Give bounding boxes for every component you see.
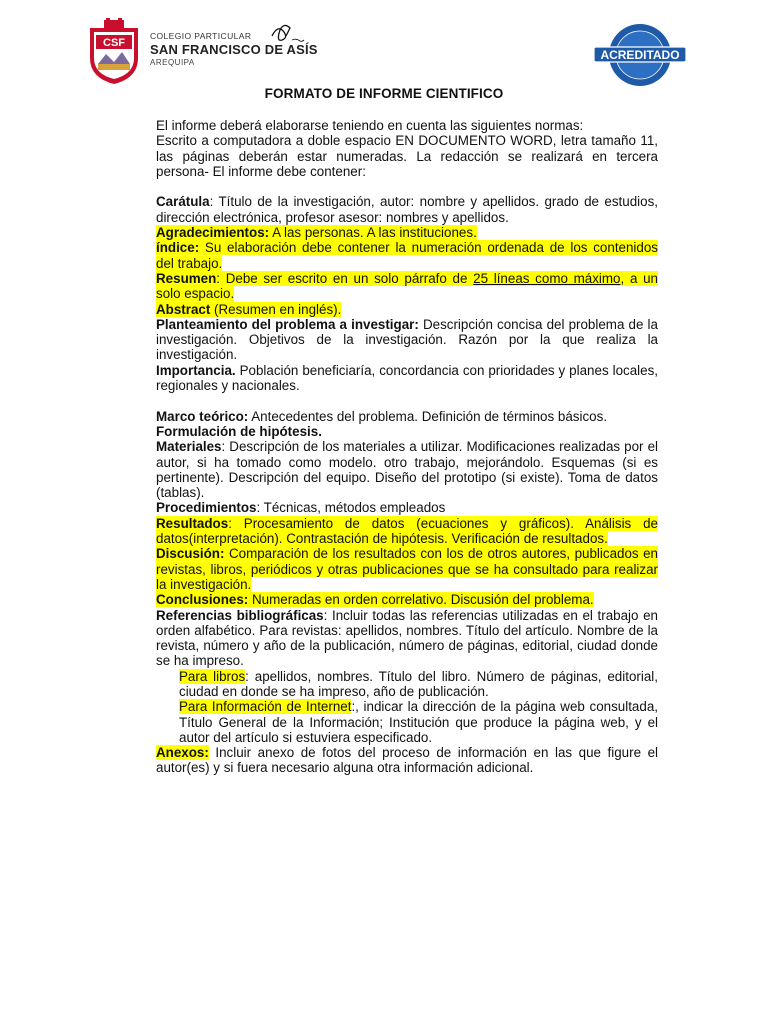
item-planteamiento-text: Descripción concisa del problema de la investigación. Objetivos de la investigación. Razón por la que realiza la investigación. bbox=[156, 316, 658, 363]
item-internet-label: Para Información de Internet bbox=[179, 699, 352, 715]
item-materiales-text: : Descripción de los materiales a utilizar. Modificaciones realizadas por el autor, si ha tomado como modelo. otro trabajo, mejorándolo. Esquemas (si es pertinente). Descripción del equipo. Diseño del prototipo (si existe). Toma de datos (tablas). bbox=[156, 439, 658, 501]
item-resultados bbox=[156, 516, 658, 547]
item-referencias-text: : Incluir todas las referencias utilizadas en el trabajo en orden alfabético. Para revistas: apellidos, nombres. Título del artículo. Nombre de la revista, número y año de la publicación, número de páginas, editorial, ciudad donde se ha impreso. bbox=[156, 607, 658, 669]
item-materiales bbox=[156, 439, 658, 500]
signature-mark bbox=[268, 22, 306, 46]
document-body bbox=[156, 118, 658, 776]
item-internet bbox=[156, 699, 658, 745]
item-resultados-label: Resultados bbox=[156, 515, 229, 531]
item-materiales-label: Materiales bbox=[156, 439, 222, 455]
item-caratula bbox=[156, 194, 658, 225]
item-discusion-text: Comparación de los resultados con los de otros autores, publicados en revistas, libros, periódicos y otras publicaciones que se ha consultado para realizar la investigación. bbox=[156, 546, 658, 592]
crest-letters: CSF bbox=[103, 37, 125, 49]
item-libros bbox=[156, 669, 658, 700]
intro-line-2: Escrito a computadora a doble espacio EN DOCUMENTO WORD, letra tamaño 11, las páginas deberán estar numeradas. La redacción se realizará en tercera persona- El informe debe contener: bbox=[156, 133, 658, 179]
item-planteamiento bbox=[156, 317, 658, 363]
item-discusion-label: Discusión: bbox=[156, 546, 225, 562]
item-abstract bbox=[156, 302, 658, 317]
item-resumen-label: Resumen bbox=[156, 270, 217, 286]
item-referencias-label: Referencias bibliográficas bbox=[156, 607, 324, 623]
item-indice bbox=[156, 240, 658, 271]
item-marco-text: Antecedentes del problema. Definición de términos básicos. bbox=[248, 408, 608, 424]
document-header bbox=[0, 0, 768, 95]
item-importancia bbox=[156, 363, 658, 394]
item-procedimientos-label: Procedimientos bbox=[156, 500, 257, 516]
item-procedimientos-text: : Técnicas, métodos empleados bbox=[256, 500, 446, 516]
college-label: COLEGIO PARTICULAR bbox=[150, 31, 252, 41]
item-formulacion-label: Formulación de hipótesis. bbox=[156, 423, 322, 439]
item-caratula-label: Carátula bbox=[156, 194, 210, 210]
item-marco bbox=[156, 409, 658, 424]
item-abstract-label: Abstract bbox=[156, 301, 211, 317]
item-procedimientos bbox=[156, 500, 658, 515]
item-resultados-text: : Procesamiento de datos (ecuaciones y gráficos). Análisis de datos(interpretación). Contrastación de hipótesis. Verificación de resultados. bbox=[156, 515, 658, 547]
college-city: AREQUIPA bbox=[150, 58, 195, 67]
item-internet-text: :, indicar la dirección de la página web consultada, Título General de la Información; Institución que produce la página web, y el autor del artículo si estuviera especificado. bbox=[179, 699, 658, 745]
seal-text: ACREDITADO bbox=[600, 48, 680, 62]
item-importancia-text: Población beneficiaría, concordancia con prioridades y planes locales, regionales y nacionales. bbox=[156, 362, 658, 394]
document-title: FORMATO DE INFORME CIENTIFICO bbox=[264, 86, 504, 101]
school-crest-logo bbox=[86, 18, 142, 86]
college-name: SAN FRANCISCO DE ASÍS bbox=[150, 42, 318, 57]
accreditation-seal bbox=[592, 22, 688, 88]
item-indice-text: Su elaboración debe contener la numeración ordenada de los contenidos del trabajo. bbox=[156, 240, 658, 271]
item-indice-label: índice: bbox=[156, 240, 200, 256]
item-resumen-text-a: : Debe ser escrito en un solo párrafo de bbox=[216, 270, 474, 286]
item-caratula-text: : Título de la investigación, autor: nombre y apellidos. grado de estudios, dirección electrónica, profesor asesor: nombres y apellidos. bbox=[156, 194, 658, 225]
item-anexos bbox=[156, 745, 658, 776]
item-conclusiones-text: Numeradas en orden correlativo. Discusión del problema. bbox=[248, 592, 594, 608]
item-libros-text: : apellidos, nombres. Título del libro. Número de páginas, editorial, ciudad en donde se ha impreso, año de publicación. bbox=[179, 668, 658, 699]
intro-line-1: El informe deberá elaborarse teniendo en cuenta las siguientes normas: bbox=[156, 118, 584, 133]
item-formulacion bbox=[156, 424, 658, 439]
item-conclusiones-label: Conclusiones: bbox=[156, 592, 249, 608]
item-discusion bbox=[156, 546, 658, 592]
item-resumen-text-b: , a un solo espacio. bbox=[156, 270, 658, 302]
item-resumen-underlined: 25 líneas como máximo bbox=[473, 270, 621, 286]
item-agradecimientos-label: Agradecimientos: bbox=[156, 225, 270, 241]
item-anexos-label: Anexos: bbox=[156, 745, 209, 761]
item-marco-label: Marco teórico: bbox=[156, 408, 249, 424]
item-resumen bbox=[156, 271, 658, 302]
item-conclusiones bbox=[156, 592, 658, 607]
item-referencias bbox=[156, 608, 658, 669]
item-planteamiento-label: Planteamiento del problema a investigar: bbox=[156, 316, 419, 332]
item-anexos-text: Incluir anexo de fotos del proceso de información en las que figure el autor(es) y si fuera necesario alguna otra información adicional. bbox=[156, 745, 658, 776]
item-agradecimientos-text: A las personas. A las instituciones. bbox=[269, 225, 477, 241]
item-libros-label: Para libros bbox=[179, 668, 246, 684]
item-agradecimientos bbox=[156, 225, 658, 240]
item-importancia-label: Importancia. bbox=[156, 362, 236, 378]
item-abstract-text: (Resumen en inglés). bbox=[210, 301, 342, 317]
